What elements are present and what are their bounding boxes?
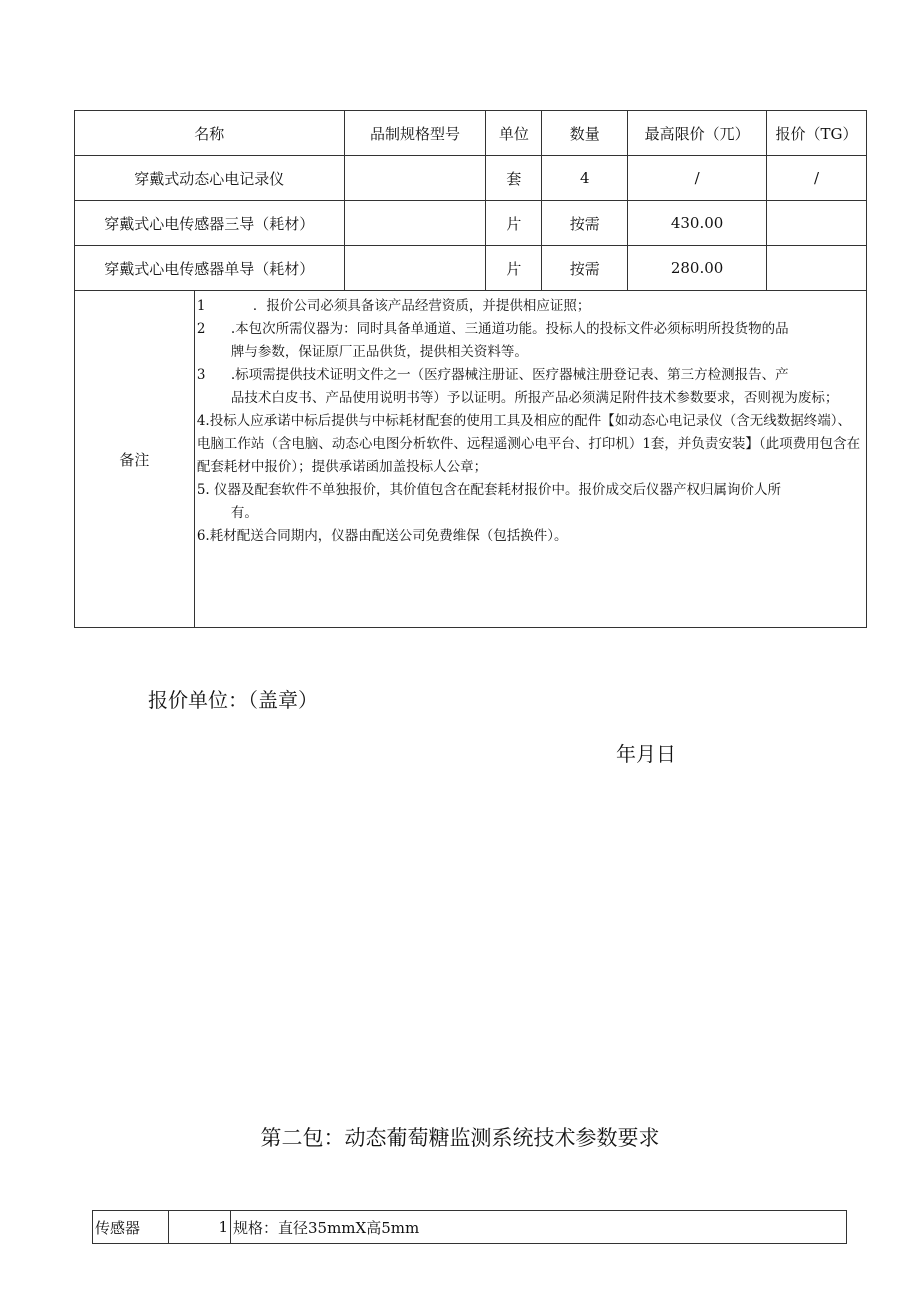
note-number: 1: [196, 298, 206, 314]
cell-max-price: /: [628, 156, 767, 201]
note-text-continued: 牌与参数，保证原厂正品供货，提供相关资料等。: [230, 344, 528, 360]
table-row: [75, 246, 867, 291]
note-number: 4: [196, 413, 206, 429]
sensor-spec: 规格：直径35mmX高5mm: [231, 1211, 847, 1244]
sensor-name: 传感器: [93, 1211, 169, 1244]
sensor-table: [92, 1210, 847, 1244]
cell-unit: 套: [486, 156, 542, 201]
note-text-continued: 有。: [230, 505, 258, 521]
cell-quantity: 按需: [542, 201, 628, 246]
notes-row: [75, 291, 867, 628]
quote-unit-seal-line: 报价单位：（盖章）: [148, 688, 318, 712]
cell-quote: [767, 246, 867, 291]
note-item: [197, 525, 864, 548]
table-row: [93, 1211, 847, 1244]
cell-name: 穿戴式心电传感器单导（耗材）: [75, 246, 345, 291]
date-line: 年月日: [616, 742, 676, 766]
notes-cell: [194, 291, 866, 628]
note-text-continued: 品技术白皮书、产品使用说明书等）予以证明。所报产品必须满足附件技术参数要求，否则视为废标；: [230, 390, 839, 406]
note-text: .标项需提供技术证明文件之一（医疗器械注册证、医疗器械注册登记表、第三方检测报告、产: [230, 367, 789, 383]
note-number: 5: [196, 482, 206, 498]
cell-max-price: 280.00: [628, 246, 767, 291]
note-text: .耗材配送合同期内，仪器由配送公司免费维保（包括换件）。: [205, 528, 568, 544]
table-row: [75, 156, 867, 201]
note-text: .本包次所需仪器为：同时具备单通道、三通道功能。投标人的投标文件必须标明所投货物的品: [230, 321, 789, 337]
note-text: . 仪器及配套软件不单独报价，其价值包含在配套耗材报价中。报价成交后仪器产权归属询价人所: [205, 482, 782, 498]
quote-table: [74, 110, 867, 628]
cell-quote: /: [767, 156, 867, 201]
cell-model: [344, 156, 486, 201]
cell-model: [344, 246, 486, 291]
note-number: 6: [196, 528, 206, 544]
table-header-row: [75, 111, 867, 156]
cell-max-price: 430.00: [628, 201, 767, 246]
cell-name: 穿戴式动态心电记录仪: [75, 156, 345, 201]
cell-quantity: 按需: [542, 246, 628, 291]
header-unit: 单位: [486, 111, 542, 156]
header-max-price: 最高限价（兀）: [628, 111, 767, 156]
note-number: 3: [196, 367, 206, 383]
note-item: [197, 318, 864, 364]
package-title: 第二包：动态葡萄糖监测系统技术参数要求: [260, 1126, 660, 1150]
cell-name: 穿戴式心电传感器三导（耗材）: [75, 201, 345, 246]
header-quantity: 数量: [542, 111, 628, 156]
note-number: 2: [196, 321, 206, 337]
note-item: [197, 479, 864, 525]
note-item: [197, 410, 864, 479]
table-row: [75, 201, 867, 246]
cell-quote: [767, 201, 867, 246]
header-quote: 报价（TG）: [767, 111, 867, 156]
note-text: .投标人应承诺中标后提供与中标耗材配套的使用工具及相应的配件【如动态心电记录仪（含无线数据终端）、电脑工作站（含电脑、动态心电图分析软件、远程遥测心电平台、打印机）1套，并负责安装】（此项费用包含在配套耗材中报价）；提供承诺函加盖投标人公章；: [196, 413, 861, 475]
note-text: ．报价公司必须具备该产品经营资质，并提供相应证照；: [252, 298, 591, 314]
note-item: [197, 295, 864, 318]
sensor-qty: 1: [169, 1211, 231, 1244]
cell-unit: 片: [486, 201, 542, 246]
header-name: 名称: [75, 111, 345, 156]
cell-quantity: 4: [542, 156, 628, 201]
note-item: [197, 364, 864, 410]
cell-model: [344, 201, 486, 246]
notes-label: 备注: [75, 291, 195, 628]
header-model: 品制规格型号: [344, 111, 486, 156]
cell-unit: 片: [486, 246, 542, 291]
